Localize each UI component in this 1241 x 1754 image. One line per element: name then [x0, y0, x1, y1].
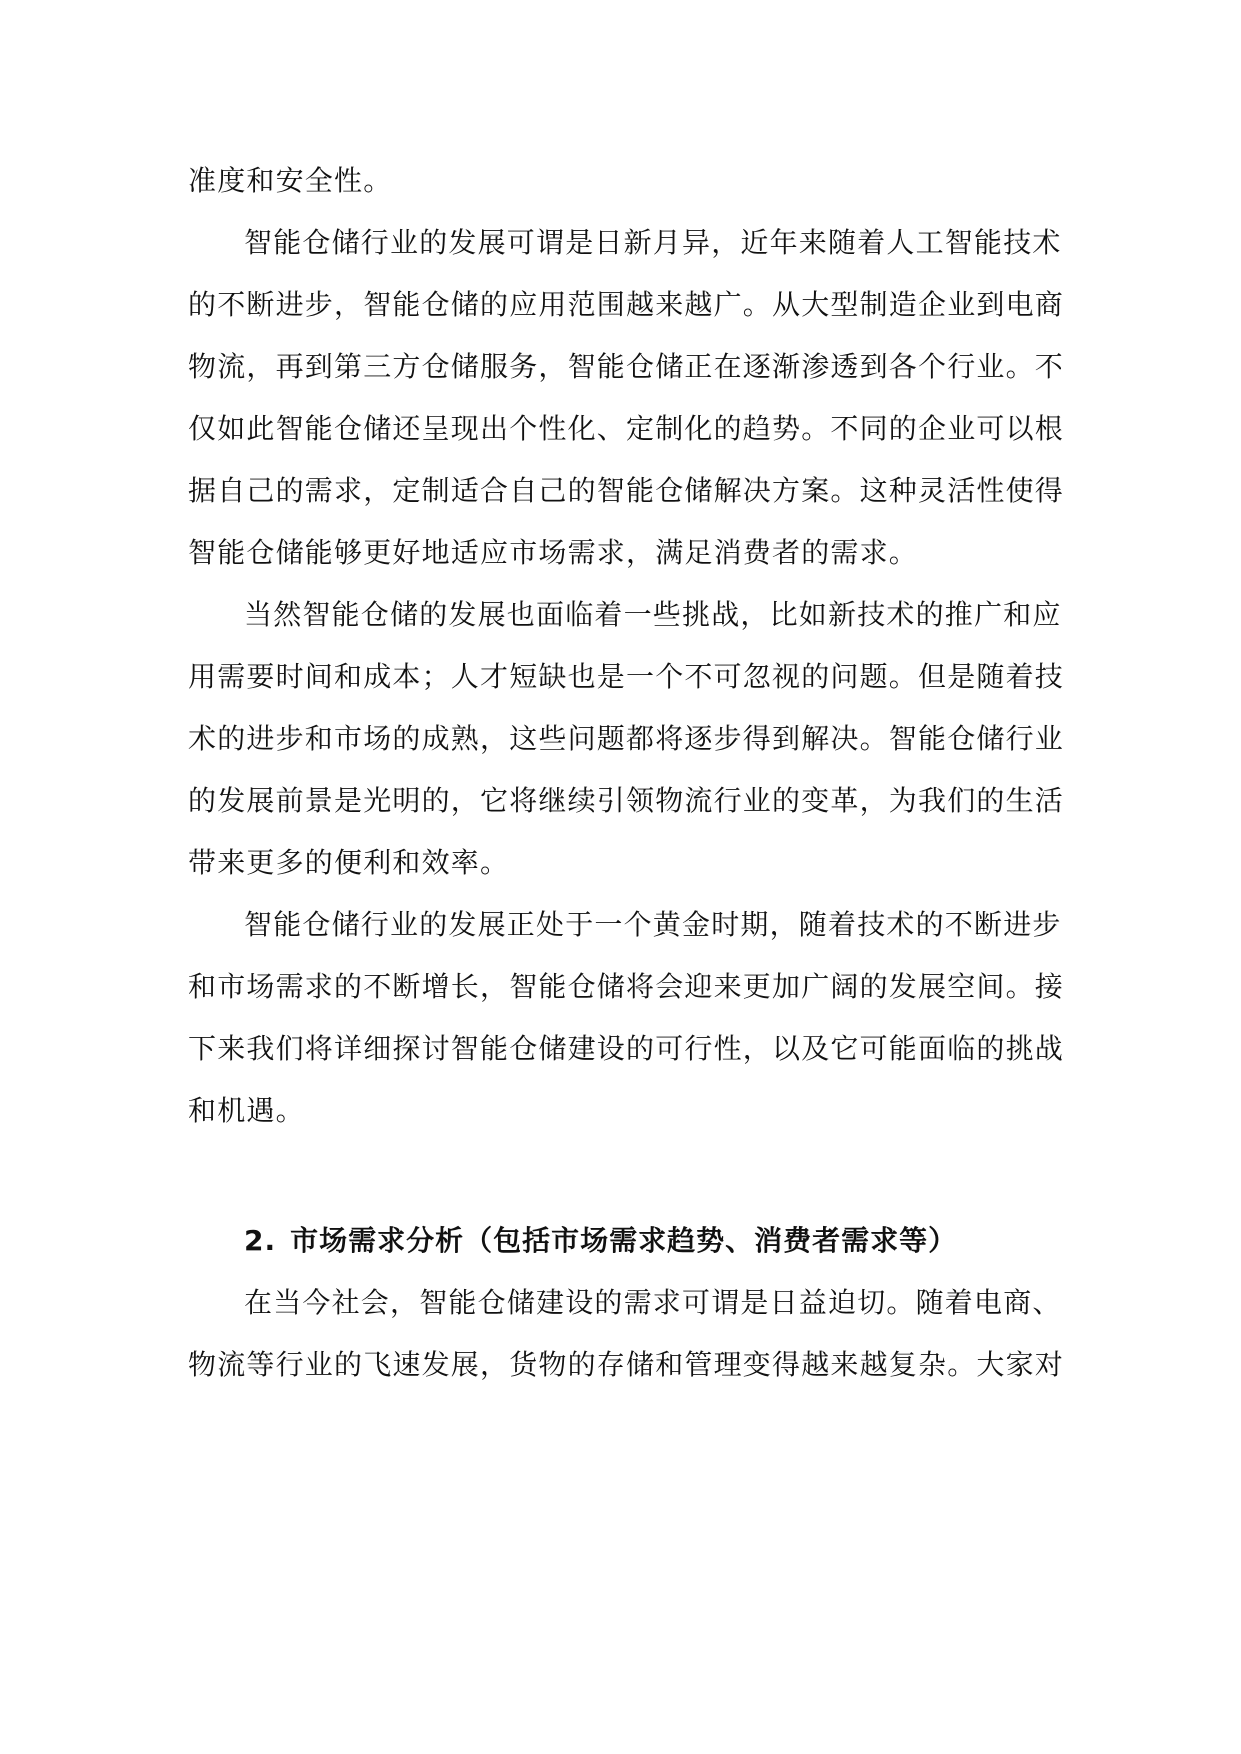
text-line: 物流，再到第三方仓储服务，智能仓储正在逐渐渗透到各个行业。不: [188, 350, 1065, 383]
text-line: 的不断进步，智能仓储的应用范围越来越广。从大型制造企业到电商: [188, 288, 1065, 321]
text-line: 带来更多的便利和效率。: [188, 846, 510, 879]
text-line: 据自己的需求，定制适合自己的智能仓储解决方案。这种灵活性使得: [188, 474, 1065, 507]
text-line: 物流等行业的飞速发展，货物的存储和管理变得越来越复杂。大家对: [188, 1348, 1065, 1381]
paragraph-first-line: 智能仓储行业的发展可谓是日新月异，近年来随着人工智能技术: [244, 226, 1062, 259]
text-line: 智能仓储能够更好地适应市场需求，满足消费者的需求。: [188, 536, 919, 569]
text-line: 准度和安全性。: [188, 164, 393, 197]
text-line: 用需要时间和成本；人才短缺也是一个不可忽视的问题。但是随着技: [188, 660, 1065, 693]
text-line: 的发展前景是光明的，它将继续引领物流行业的变革，为我们的生活: [188, 784, 1065, 817]
section-number: 2.: [244, 1224, 277, 1257]
paragraph-first-line: 在当今社会，智能仓储建设的需求可谓是日益迫切。随着电商、: [244, 1286, 1062, 1319]
text-line: 下来我们将详细探讨智能仓储建设的可行性，以及它可能面临的挑战: [188, 1032, 1065, 1065]
paragraph-first-line: 当然智能仓储的发展也面临着一些挑战，比如新技术的推广和应: [244, 598, 1062, 631]
text-line: 术的进步和市场的成熟，这些问题都将逐步得到解决。智能仓储行业: [188, 722, 1065, 755]
text-line: 和机遇。: [188, 1094, 305, 1127]
paragraph-first-line: 智能仓储行业的发展正处于一个黄金时期，随着技术的不断进步: [244, 908, 1062, 941]
section-heading: [188, 1210, 1058, 1272]
section-title: 市场需求分析（包括市场需求趋势、消费者需求等）: [290, 1224, 958, 1257]
text-line: 和市场需求的不断增长，智能仓储将会迎来更加广阔的发展空间。接: [188, 970, 1065, 1003]
document-body: [188, 150, 1065, 1396]
text-line: 仅如此智能仓储还呈现出个性化、定制化的趋势。不同的企业可以根: [188, 412, 1065, 445]
